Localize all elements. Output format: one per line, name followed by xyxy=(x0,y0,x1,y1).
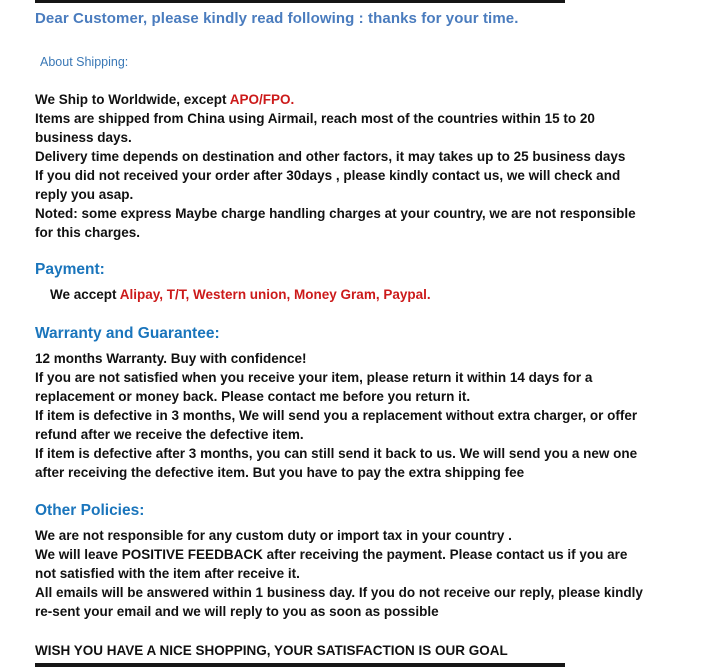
warranty-return-line: If you are not satisfied when you receive your item, please return it within 14 days for a replacement or money back. Please contact me before you return it. xyxy=(35,370,593,404)
other-policies-section xyxy=(35,526,647,621)
warranty-section xyxy=(35,349,647,482)
closing-slogan: WISH YOU HAVE A NICE SHOPPING, YOUR SATISFACTION IS OUR GOAL xyxy=(35,643,508,658)
payment-heading: Payment: xyxy=(35,261,105,278)
shipping-worldwide-text: We Ship to Worldwide, except xyxy=(35,92,230,107)
positive-feedback-line: We will leave POSITIVE FEEDBACK after receiving the payment. Please contact us if you are not satisfied with the item after receive it. xyxy=(35,547,628,581)
payment-accept-text: We accept xyxy=(50,287,120,302)
warranty-months-line: 12 months Warranty. Buy with confidence! xyxy=(35,351,307,366)
bottom-crop-bar xyxy=(35,663,565,667)
about-shipping-label: About Shipping: xyxy=(40,55,129,69)
custom-duty-note: We are not responsible for any custom duty or import tax in your country . xyxy=(35,528,512,543)
shipping-delivery-time-line: Delivery time depends on destination and other factors, it may takes up to 25 business days xyxy=(35,149,626,164)
shipping-handling-charge-note: Noted: some express Maybe charge handling charges at your country, we are not responsible for this charges. xyxy=(35,206,636,240)
email-reply-line: All emails will be answered within 1 business day. If you do not receive our reply, please kindly re-sent your email and we will reply to you as soon as possible xyxy=(35,585,643,619)
apo-fpo-highlight: APO/FPO. xyxy=(229,92,295,107)
warranty-defective-after-3months-line: If item is defective after 3 months, you can still send it back to us. We will send you a new one after receiving the defective item. But you have to pay the extra shipping fee xyxy=(35,446,638,480)
shipping-worldwide-line xyxy=(35,90,647,109)
shipping-airmail-line: Items are shipped from China using Airmail, reach most of the countries within 15 to 20 business days. xyxy=(35,111,595,145)
payment-methods-line xyxy=(35,285,647,304)
warranty-heading: Warranty and Guarantee: xyxy=(35,325,220,342)
warranty-defective-3months-line: If item is defective in 3 months, We will send you a replacement without extra charger, or offer refund after we receive the defective item. xyxy=(35,408,638,442)
shipping-contact-line: If you did not received your order after 30days , please kindly contact us, we will check and reply you asap. xyxy=(35,168,621,202)
page-title: Dear Customer, please kindly read following : thanks for your time. xyxy=(35,10,519,27)
top-crop-bar xyxy=(35,0,565,3)
shipping-section xyxy=(35,90,647,242)
other-policies-heading: Other Policies: xyxy=(35,502,145,519)
policy-content xyxy=(35,55,647,660)
payment-methods-highlight: Alipay, T/T, Western union, Money Gram, Paypal. xyxy=(119,287,431,302)
